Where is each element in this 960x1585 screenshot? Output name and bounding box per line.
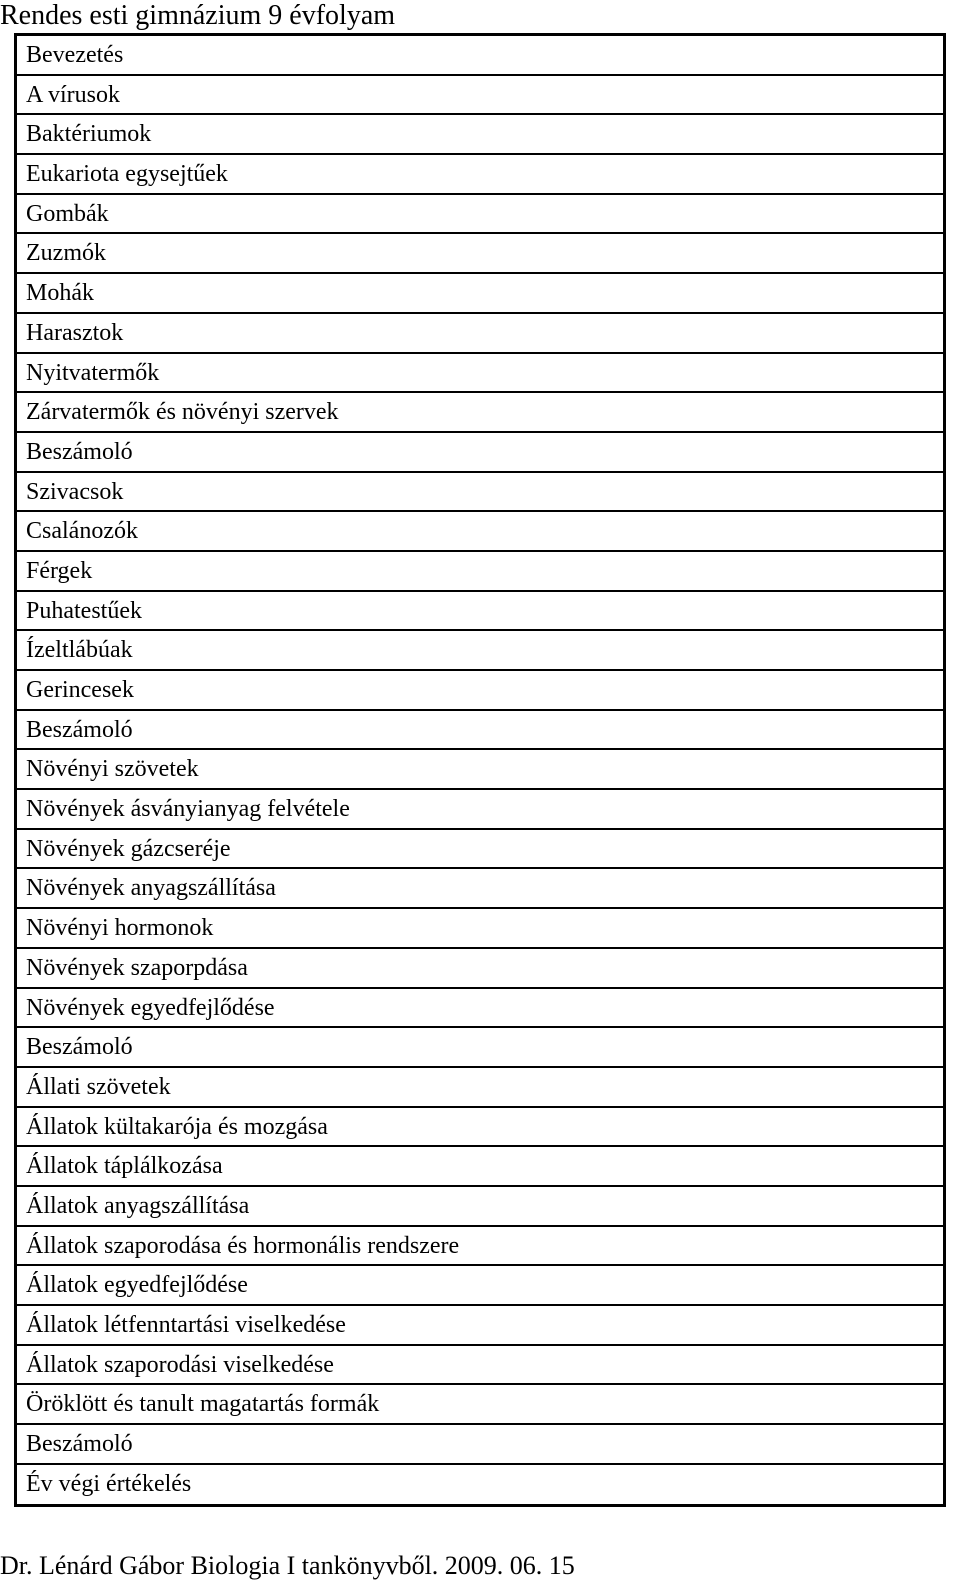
table-row: Beszámoló	[17, 711, 943, 751]
table-row: Öröklött és tanult magatartás formák	[17, 1385, 943, 1425]
table-row: Csalánozók	[17, 512, 943, 552]
table-row: Állatok szaporodási viselkedése	[17, 1346, 943, 1386]
table-row: Beszámoló	[17, 433, 943, 473]
table-row: Bevezetés	[17, 36, 943, 76]
table-row: Beszámoló	[17, 1425, 943, 1465]
table-row: Állatok táplálkozása	[17, 1147, 943, 1187]
table-row: Állatok kültakarója és mozgása	[17, 1108, 943, 1148]
table-row: Növények anyagszállítása	[17, 869, 943, 909]
table-row: Állatok egyedfejlődése	[17, 1266, 943, 1306]
table-row: Ízeltlábúak	[17, 631, 943, 671]
topic-table	[14, 33, 946, 1507]
table-row: Növényi szövetek	[17, 750, 943, 790]
table-row: Puhatestűek	[17, 592, 943, 632]
table-row: Állatok anyagszállítása	[17, 1187, 943, 1227]
table-row: Mohák	[17, 274, 943, 314]
table-row: Növények egyedfejlődése	[17, 989, 943, 1029]
table-row: Növényi hormonok	[17, 909, 943, 949]
table-row: Férgek	[17, 552, 943, 592]
table-row: Zuzmók	[17, 234, 943, 274]
table-row: Beszámoló	[17, 1028, 943, 1068]
table-row: Állatok szaporodása és hormonális rendszere	[17, 1227, 943, 1267]
table-row: Növények gázcseréje	[17, 830, 943, 870]
page-title: Rendes esti gimnázium 9 évfolyam	[0, 0, 396, 31]
table-row: Növények szaporpdása	[17, 949, 943, 989]
table-row: Gerincesek	[17, 671, 943, 711]
table-row: Állati szövetek	[17, 1068, 943, 1108]
table-row: Növények ásványianyag felvétele	[17, 790, 943, 830]
table-row: Eukariota egysejtűek	[17, 155, 943, 195]
table-row: Szivacsok	[17, 473, 943, 513]
table-row: Nyitvatermők	[17, 354, 943, 394]
table-row: Harasztok	[17, 314, 943, 354]
table-row: Állatok létfenntartási viselkedése	[17, 1306, 943, 1346]
table-row: Év végi értékelés	[26, 1470, 192, 1497]
table-row: Gombák	[17, 195, 943, 235]
source-note: Dr. Lénárd Gábor Biologia I tankönyvből. 2009. 06. 15	[0, 1551, 575, 1580]
table-row: A vírusok	[17, 76, 943, 116]
table-row: Baktériumok	[17, 115, 943, 155]
table-row: Zárvatermők és növényi szervek	[17, 393, 943, 433]
